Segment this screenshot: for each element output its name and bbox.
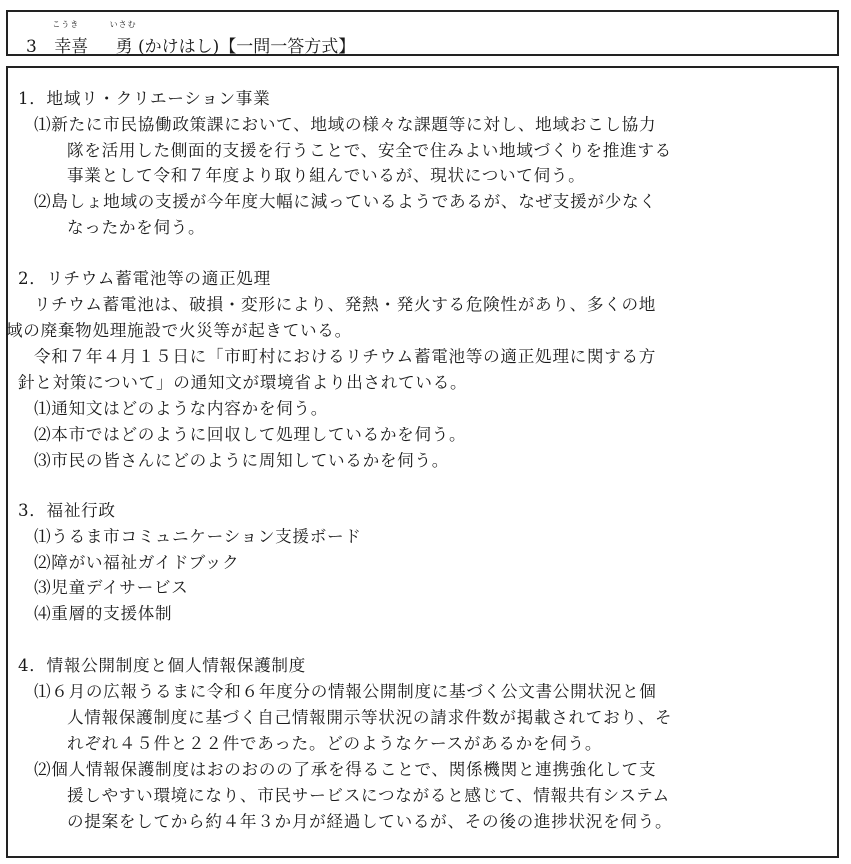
given-name-wrapper [109,20,137,57]
section-2-heading: 2．リチウム蓄電池等の適正処理 [18,269,271,288]
given-name: 勇 [115,37,133,57]
section-4-heading: 4．情報公開制度と個人情報保護制度 [18,656,306,675]
section-2-line: 令和７年４月１５日に「市町村におけるリチウム蓄電池等の適正処理に関する方 [34,347,657,366]
section-1-heading: 1．地域リ・クリエーション事業 [18,89,271,108]
section-1-line: 事業として令和７年度より取り組んでいるが、現状について伺う。 [67,166,586,185]
given-name-ruby: いさむ [109,20,137,29]
section-2-line: 域の廃棄物処理施設で火災等が起きている。 [6,321,352,340]
section-4-line: 援しやすい環境になり、市民サービスにつながると感じて、情報共有システム [67,786,670,805]
section-2-line: リチウム蓄電池は、破損・変形により、発熱・発火する危険性があり、多くの地 [34,295,657,314]
section-1-line: ⑵島しょ地域の支援が今年度大幅に減っているようであるが、なぜ支援が少なく [34,192,657,211]
section-1-line: なったかを伺う。 [67,218,206,237]
header-line [26,20,356,57]
section-2-line: ⑶市民の皆さんにどのように周知しているかを伺う。 [34,451,450,470]
surname-wrapper [52,20,89,57]
section-2-line: ⑴通知文はどのような内容かを伺う。 [34,399,328,418]
section-4-line: 人情報保護制度に基づく自己情報開示等状況の請求件数が掲載されており、そ [67,708,673,727]
header-box [6,10,839,56]
section-3-heading: 3．福祉行政 [18,501,116,520]
section-3-line: ⑶児童デイサービス [34,578,189,597]
section-4-line: ⑵個人情報保護制度はおのおのの了承を得ることで、関係機関と連携強化して支 [34,760,657,779]
section-4-line: の提案をしてから約４年３か月が経過しているが、その後の進捗状況を伺う。 [67,812,673,831]
section-3-line: ⑵障がい福祉ガイドブック [34,553,240,572]
section-2-line: 針と対策について」の通知文が環境省より出されている。 [18,373,468,392]
question-format: 【一問一答方式】 [219,37,356,57]
surname: 幸喜 [54,37,89,57]
item-number: 3 [26,37,37,57]
surname-ruby: こうき [52,20,80,29]
section-3-line: ⑷重層的支援体制 [34,604,173,623]
section-3-line: ⑴うるま市コミュニケーション支援ボード [34,527,362,546]
party-name: (かけはし) [138,37,220,57]
section-1-line: 隊を活用した側面的支援を行うことで、安全で住みよい地域づくりを推進する [67,141,672,160]
section-4-line: れぞれ４５件と２２件であった。どのようなケースがあるかを伺う。 [67,734,603,753]
section-2-line: ⑵本市ではどのように回収して処理しているかを伺う。 [34,425,467,444]
section-4-line: ⑴６月の広報うるまに令和６年度分の情報公開制度に基づく公文書公開状況と個 [34,682,657,701]
section-1-line: ⑴新たに市民協働政策課において、地域の様々な課題等に対し、地域おこし協力 [34,115,657,134]
